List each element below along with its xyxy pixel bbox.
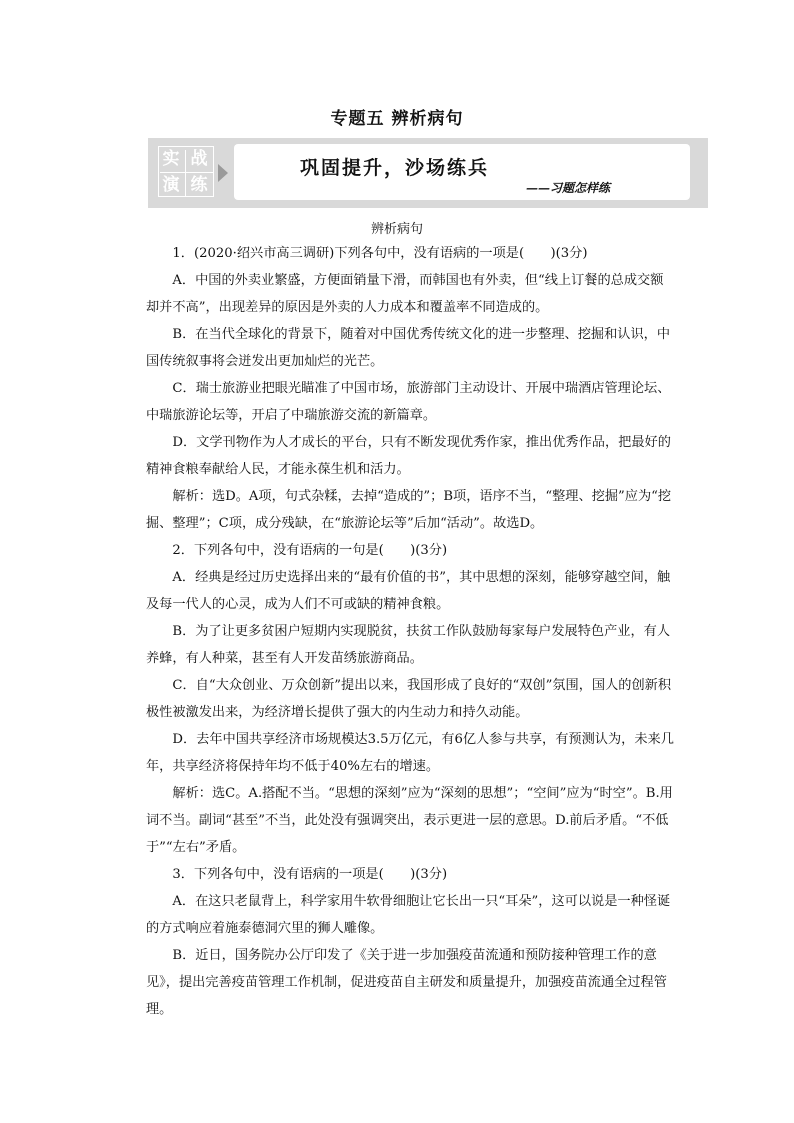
banner-subtitle: ——习题怎样练 — [526, 181, 611, 195]
question-content — [146, 240, 674, 1023]
section-heading: 辨析病句 — [370, 222, 423, 237]
paragraph: C．瑞士旅游业把眼光瞄准了中国市场，旅游部门主动设计、开展中瑞酒店管理论坛、中瑞旅游论坛等，开启了中瑞旅游交流的新篇章。 — [146, 381, 671, 423]
banner-arrow-icon — [218, 164, 228, 182]
paragraph: C．自“大众创业、万众创新”提出以来，我国形成了良好的“双创”氛围，国人的创新积极性被激发出来，为经济增长提供了强大的内生动力和持久动能。 — [146, 678, 672, 720]
badge-char-3: 演 — [162, 175, 180, 195]
section-banner — [148, 138, 708, 208]
badge-char-2: 战 — [190, 149, 208, 169]
paragraph: 1．(2020·绍兴市高三调研)下列各句中，没有语病的一项是( )(3分) — [172, 246, 588, 261]
paragraph: A．在这只老鼠背上，科学家用牛软骨细胞让它长出一只“耳朵”，这可以说是一种怪诞的方式响应着施泰德洞穴里的狮人雕像。 — [146, 894, 671, 936]
paragraph: 3．下列各句中，没有语病的一项是( )(3分) — [172, 867, 448, 882]
paragraph: D．去年中国共享经济市场规模达3.5万亿元，有6亿人参与共享，有预测认为，未来几年，共享经济将保持年均不低于40%左右的增速。 — [146, 732, 674, 774]
banner-title: 巩固提升，沙场练兵 — [300, 157, 490, 179]
badge-char-1: 实 — [162, 149, 180, 169]
paragraph: B．为了让更多贫困户短期内实现脱贫，扶贫工作队鼓励每家每户发展特色产业，有人养蜂，有人种菜，甚至有人开发苗绣旅游商品。 — [146, 624, 671, 666]
badge-char-4: 练 — [190, 175, 208, 195]
paragraph: A．中国的外卖业繁盛，方便面销量下滑，而韩国也有外卖，但“线上订餐的总成交额却并不高”，出现差异的原因是外卖的人力成本和覆盖率不同造成的。 — [146, 273, 664, 315]
paragraph: 解析：选C。A.搭配不当。“思想的深刻”应为“深刻的思想”；“空间”应为“时空”。B.用词不当。副词“甚至”不当，此处没有强调突出，表示更进一层的意思。D.前后矛盾。“不低于”“左右”矛盾。 — [146, 786, 673, 855]
paragraph: B．在当代全球化的背景下，随着对中国优秀传统文化的进一步整理、挖掘和认识，中国传统叙事将会迸发出更加灿烂的光芒。 — [146, 327, 671, 369]
practice-badge — [158, 146, 216, 198]
paragraph: B．近日，国务院办公厅印发了《关于进一步加强疫苗流通和预防接种管理工作的意见》，提出完善疫苗管理工作机制，促进疫苗自主研发和质量提升，加强疫苗流通全过程管理。 — [146, 948, 667, 1017]
paragraph: D．文学刊物作为人才成长的平台，只有不断发现优秀作家，推出优秀作品，把最好的精神食粮奉献给人民，才能永葆生机和活力。 — [146, 435, 671, 477]
paragraph: A．经典是经过历史选择出来的“最有价值的书”，其中思想的深刻，能够穿越空间，触及每一代人的心灵，成为人们不可或缺的精神食粮。 — [146, 570, 671, 612]
paragraph: 解析：选D。A项，句式杂糅，去掉“造成的”；B项，语序不当，“整理、挖掘”应为“挖掘、整理”；C项，成分残缺，在“旅游论坛等”后加“活动”。故选D。 — [146, 489, 672, 531]
banner-panel — [234, 144, 690, 200]
paragraph: 2．下列各句中，没有语病的一句是( )(3分) — [172, 543, 448, 558]
page-title: 专题五 辨析病句 — [330, 109, 464, 129]
